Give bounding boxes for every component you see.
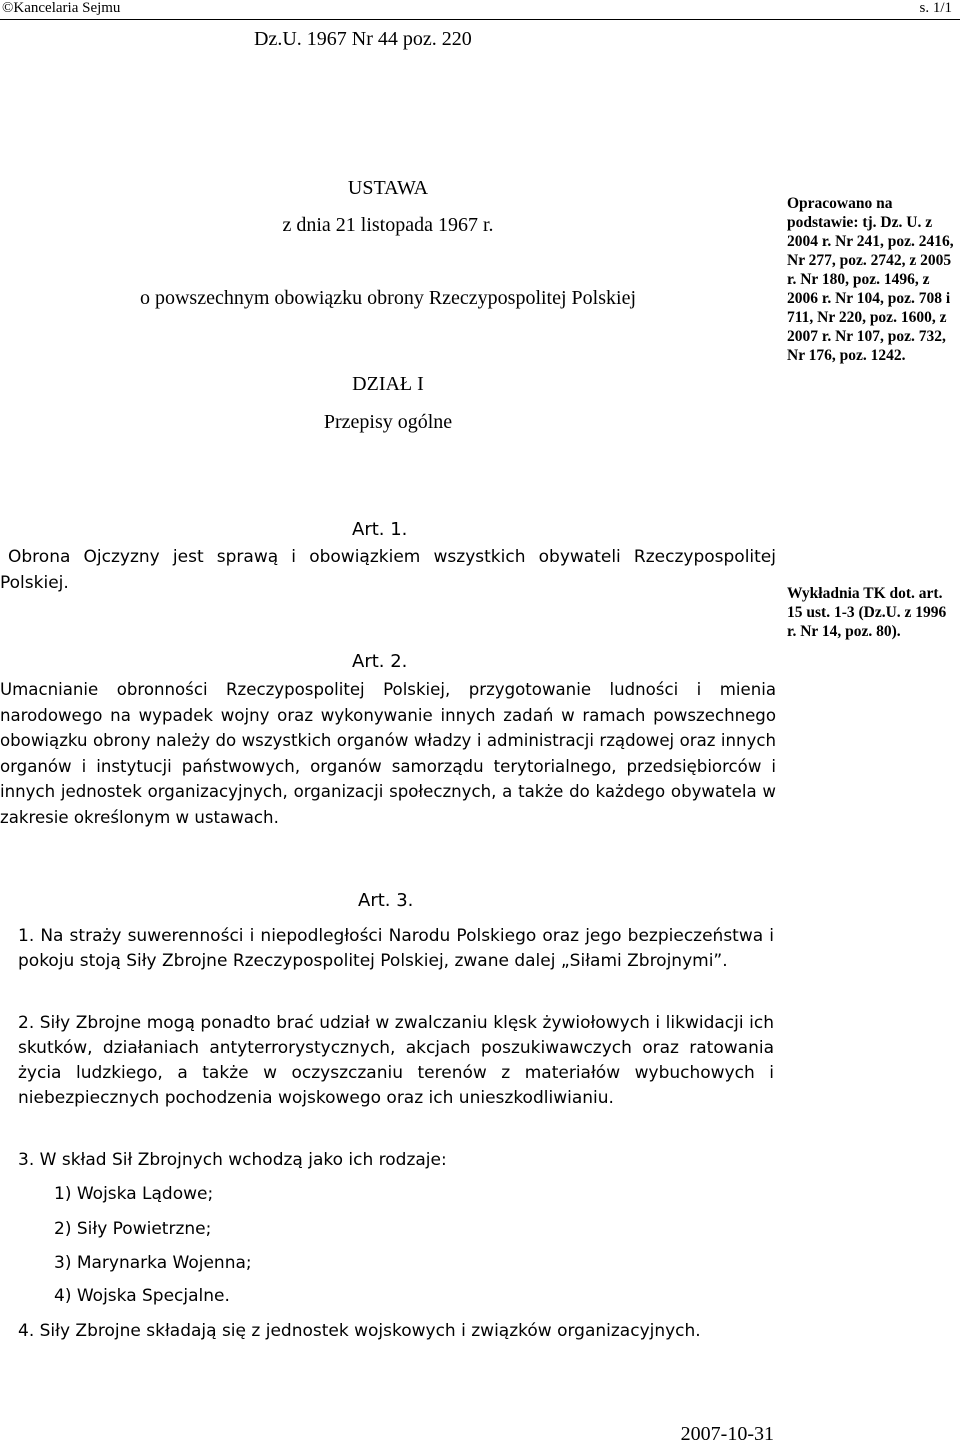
art3-list-item: 2) Siły Powietrzne;	[54, 1219, 212, 1239]
art3-paragraph-4: 4. Siły Zbrojne składają się z jednostek wojskowych i związków organizacyjnych.	[18, 1321, 701, 1341]
art1-text: Obrona Ojczyzny jest sprawą i obowiązkiem wszystkich obywateli Rzeczypospolitej Polskiej.	[0, 547, 776, 593]
act-date: z dnia 21 listopada 1967 r.	[282, 214, 494, 236]
art3-paragraph-1: 1. Na straży suwerenności i niepodległości Narodu Polskiego oraz jego bezpieczeństwa i pokoju stoją Siły Zbrojne Rzeczypospolitej Polskiej, zwane dalej „Siłami Zbrojnymi”.	[18, 926, 774, 971]
header-page-number: s. 1/1	[919, 0, 952, 16]
art2-heading: Art. 2.	[352, 651, 408, 672]
section-label: DZIAŁ I	[352, 373, 424, 395]
art3-paragraph-2: 2. Siły Zbrojne mogą ponadto brać udział w zwalczaniu klęsk żywiołowych i likwidacji ich skutków, działaniach antyterrorystycznych, akcjach poszukiwawczych oraz ratowania życia ludzkiego, a także w oczyszczaniu terenów z materiałów wybuchowych i niebezpiecznych pochodzenia wojskowego oraz ich unieszkodliwianiu.	[18, 1013, 774, 1108]
art3-list-item: 4) Wojska Specjalne.	[54, 1286, 230, 1306]
art3-list-item: 1) Wojska Lądowe;	[54, 1184, 214, 1204]
sidenote-tk: Wykładnia TK dot. art. 15 ust. 1-3 (Dz.U. z 1996 r. Nr 14, poz. 80).	[787, 585, 947, 640]
section-name: Przepisy ogólne	[323, 411, 453, 433]
art3-paragraph-3: 3. W skład Sił Zbrojnych wchodzą jako ich rodzaje:	[18, 1150, 447, 1170]
doc-reference: Dz.U. 1967 Nr 44 poz. 220	[254, 28, 472, 50]
header-rule	[0, 19, 960, 20]
header-publisher: ©Kancelaria Sejmu	[2, 0, 121, 16]
art2-text: Umacnianie obronności Rzeczypospolitej Polskiej, przygotowanie ludności i mienia narodowego na wypadek wojny oraz wykonywanie innych zadań w ramach powszechnego obowiązku obrony należy do wszystkich organów władzy i administracji rządowej oraz innych organów i instytucji państwowych, organów samorządu terytorialnego, przedsiębiorców i innych jednostek organizacyjnych, organizacji społecznych, a także do każdego obywatela w zakresie określonym w ustawach.	[0, 680, 776, 827]
art1-heading: Art. 1.	[352, 519, 408, 540]
art3-list-item: 3) Marynarka Wojenna;	[54, 1253, 252, 1273]
act-type: USTAWA	[347, 177, 429, 199]
act-subject: o powszechnym obowiązku obrony Rzeczypospolitej Polskiej	[139, 287, 636, 309]
sidenote-basis: Opracowano na podstawie: tj. Dz. U. z 2004 r. Nr 241, poz. 2416, Nr 277, poz. 2742, z 2005 r. Nr 180, poz. 1496, z 2006 r. Nr 104, poz. 708 i 711, Nr 220, poz. 1600, z 2007 r. Nr 107, poz. 732, Nr 176, poz. 1242.	[787, 195, 954, 364]
footer-date: 2007-10-31	[680, 1423, 774, 1445]
art3-heading: Art. 3.	[358, 890, 414, 911]
